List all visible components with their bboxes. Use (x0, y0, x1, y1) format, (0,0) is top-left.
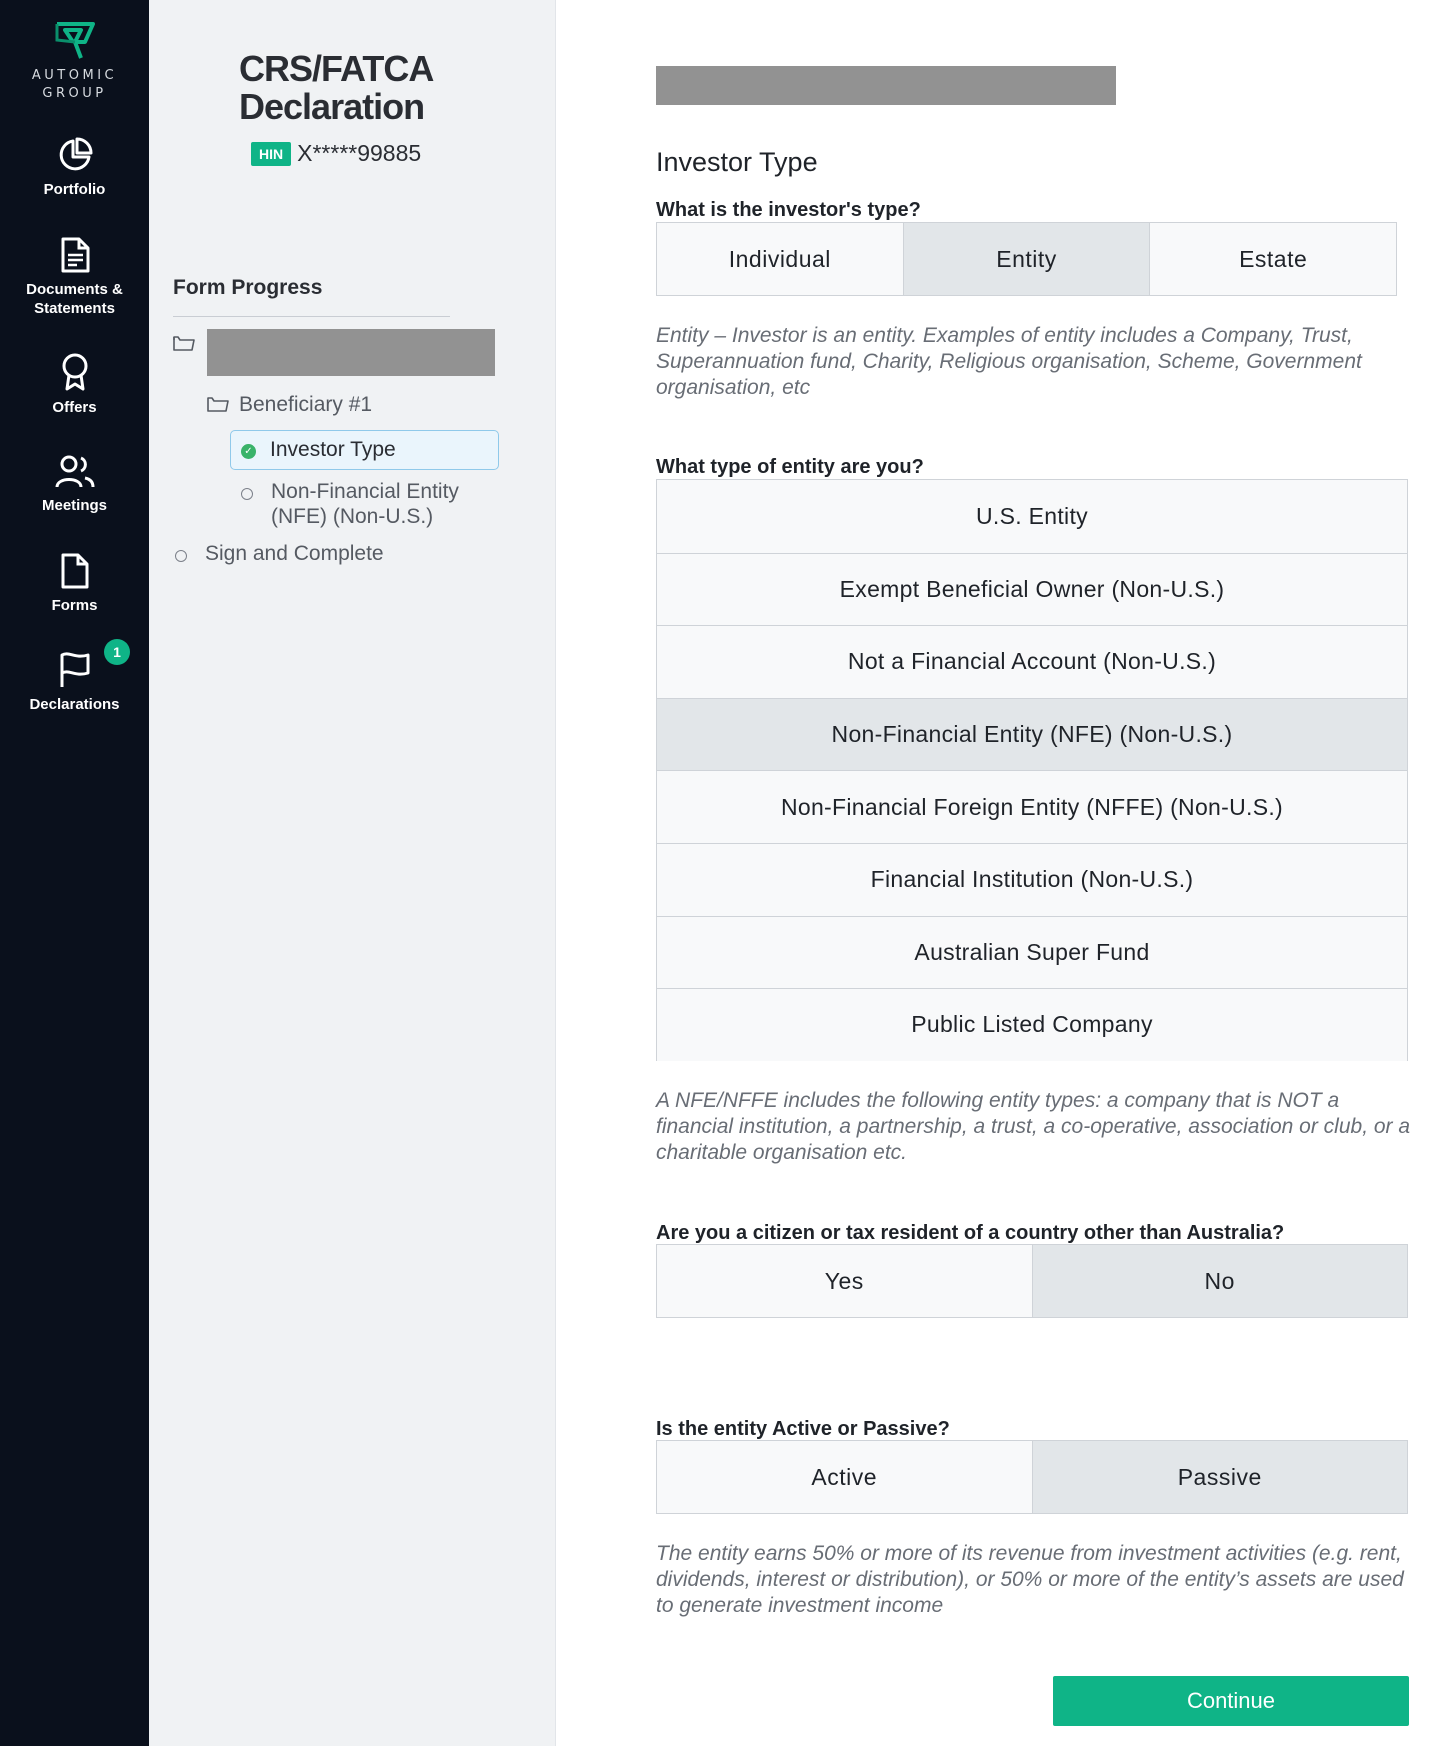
form-progress-divider (173, 316, 450, 317)
pending-step-icon (241, 488, 253, 500)
active-passive-option-active[interactable]: Active (657, 1441, 1032, 1513)
nav-item-portfolio[interactable] (0, 136, 149, 199)
nav-item-offers[interactable] (0, 352, 149, 417)
tree-item-beneficiary[interactable]: Beneficiary #1 (239, 393, 373, 416)
tree-item-investor-type[interactable] (230, 430, 499, 470)
investor-type-option-individual[interactable]: Individual (657, 223, 903, 295)
hin-row (251, 140, 421, 167)
tree-item-nfe-line1: Non-Financial Entity (271, 480, 459, 503)
question-tax-resident: Are you a citizen or tax resident of a country other than Australia? (656, 1222, 1285, 1244)
nav-item-documents[interactable] (0, 236, 149, 318)
automic-logo-icon (51, 20, 99, 64)
logo-text-group: GROUP (42, 86, 107, 101)
nav-label-portfolio: Portfolio (43, 181, 106, 198)
entity-type-list (656, 479, 1408, 1061)
entity-type-option[interactable]: U.S. Entity (657, 480, 1407, 553)
hin-value: X*****99885 (297, 140, 422, 166)
tax-resident-option-yes[interactable]: Yes (657, 1245, 1032, 1317)
folder-icon (173, 334, 195, 352)
left-nav (0, 0, 149, 1746)
check-circle-icon: ✓ (241, 444, 256, 459)
nav-item-declarations[interactable] (0, 644, 149, 714)
page-title-line2: Declaration (239, 86, 425, 127)
entity-type-option[interactable]: Australian Super Fund (657, 916, 1407, 989)
form-progress-title: Form Progress (173, 276, 323, 299)
entity-type-option-selected[interactable]: Non-Financial Entity (NFE) (Non-U.S.) (657, 698, 1407, 771)
tree-item-nfe-line2: (NFE) (Non-U.S.) (271, 505, 434, 528)
tax-resident-selector (656, 1244, 1408, 1318)
award-ribbon-icon (58, 352, 92, 392)
passive-description: The entity earns 50% or more of its revenue from investment activities (e.g. rent, dividends, interest or distribution), or 50% or more of the entity’s assets are used to generate investment income (656, 1542, 1404, 1617)
nav-label-declarations: Declarations (29, 696, 120, 713)
nav-label-forms: Forms (51, 597, 98, 614)
entity-type-option[interactable]: Financial Institution (Non-U.S.) (657, 843, 1407, 916)
nav-label-offers: Offers (52, 399, 97, 416)
entity-description: Entity – Investor is an entity. Examples of entity includes a Company, Trust, Superannuation fund, Charity, Religious organisation, Scheme, Government organisation, etc (656, 324, 1362, 399)
nfe-description: A NFE/NFFE includes the following entity types: a company that is NOT a financial institution, a partnership, a trust, a co-operative, association or club, or a charitable organisation etc. (656, 1089, 1411, 1164)
tree-item-nfe[interactable] (271, 479, 459, 529)
tax-resident-option-no[interactable]: No (1032, 1245, 1408, 1317)
question-active-passive: Is the entity Active or Passive? (656, 1418, 950, 1440)
pie-chart-icon (56, 136, 94, 174)
question-investor-type: What is the investor's type? (656, 199, 921, 221)
flag-icon (57, 651, 93, 689)
investor-type-selector (656, 222, 1397, 296)
declarations-count-badge: 1 (104, 639, 130, 665)
entity-type-option[interactable]: Exempt Beneficial Owner (Non-U.S.) (657, 553, 1407, 626)
nav-item-meetings[interactable] (0, 454, 149, 515)
folder-icon (207, 395, 229, 413)
redacted-entity-name (207, 329, 495, 376)
investor-type-option-entity[interactable]: Entity (903, 223, 1150, 295)
entity-type-option[interactable]: Non-Financial Foreign Entity (NFFE) (Non-U.S.) (657, 770, 1407, 843)
active-passive-selector (656, 1440, 1408, 1514)
form-progress-panel (149, 0, 556, 1746)
redacted-header (656, 66, 1116, 105)
page-title-line1: CRS/FATCA (239, 48, 434, 89)
file-icon (59, 552, 91, 590)
active-passive-option-passive[interactable]: Passive (1032, 1441, 1408, 1513)
declaration-form (556, 0, 1456, 1746)
page-title (239, 50, 479, 126)
users-icon (54, 454, 96, 490)
entity-type-option[interactable]: Not a Financial Account (Non-U.S.) (657, 625, 1407, 698)
pending-step-icon (175, 550, 187, 562)
investor-type-option-estate[interactable]: Estate (1149, 223, 1396, 295)
entity-type-option[interactable]: Public Listed Company (657, 988, 1407, 1061)
nav-label-meetings: Meetings (41, 497, 107, 514)
section-title: Investor Type (656, 147, 818, 177)
tree-item-investor-type-label: Investor Type (270, 438, 396, 461)
automic-logo[interactable] (0, 20, 149, 100)
nav-item-forms[interactable] (0, 552, 149, 615)
nav-label-documents: Documents & Statements (26, 281, 123, 317)
document-icon (58, 236, 92, 274)
hin-badge: HIN (251, 142, 291, 166)
continue-button[interactable]: Continue (1053, 1676, 1409, 1726)
question-entity-type: What type of entity are you? (656, 456, 924, 478)
tree-item-sign-and-complete[interactable]: Sign and Complete (205, 542, 384, 565)
logo-text-automic: AUTOMIC (31, 68, 118, 83)
